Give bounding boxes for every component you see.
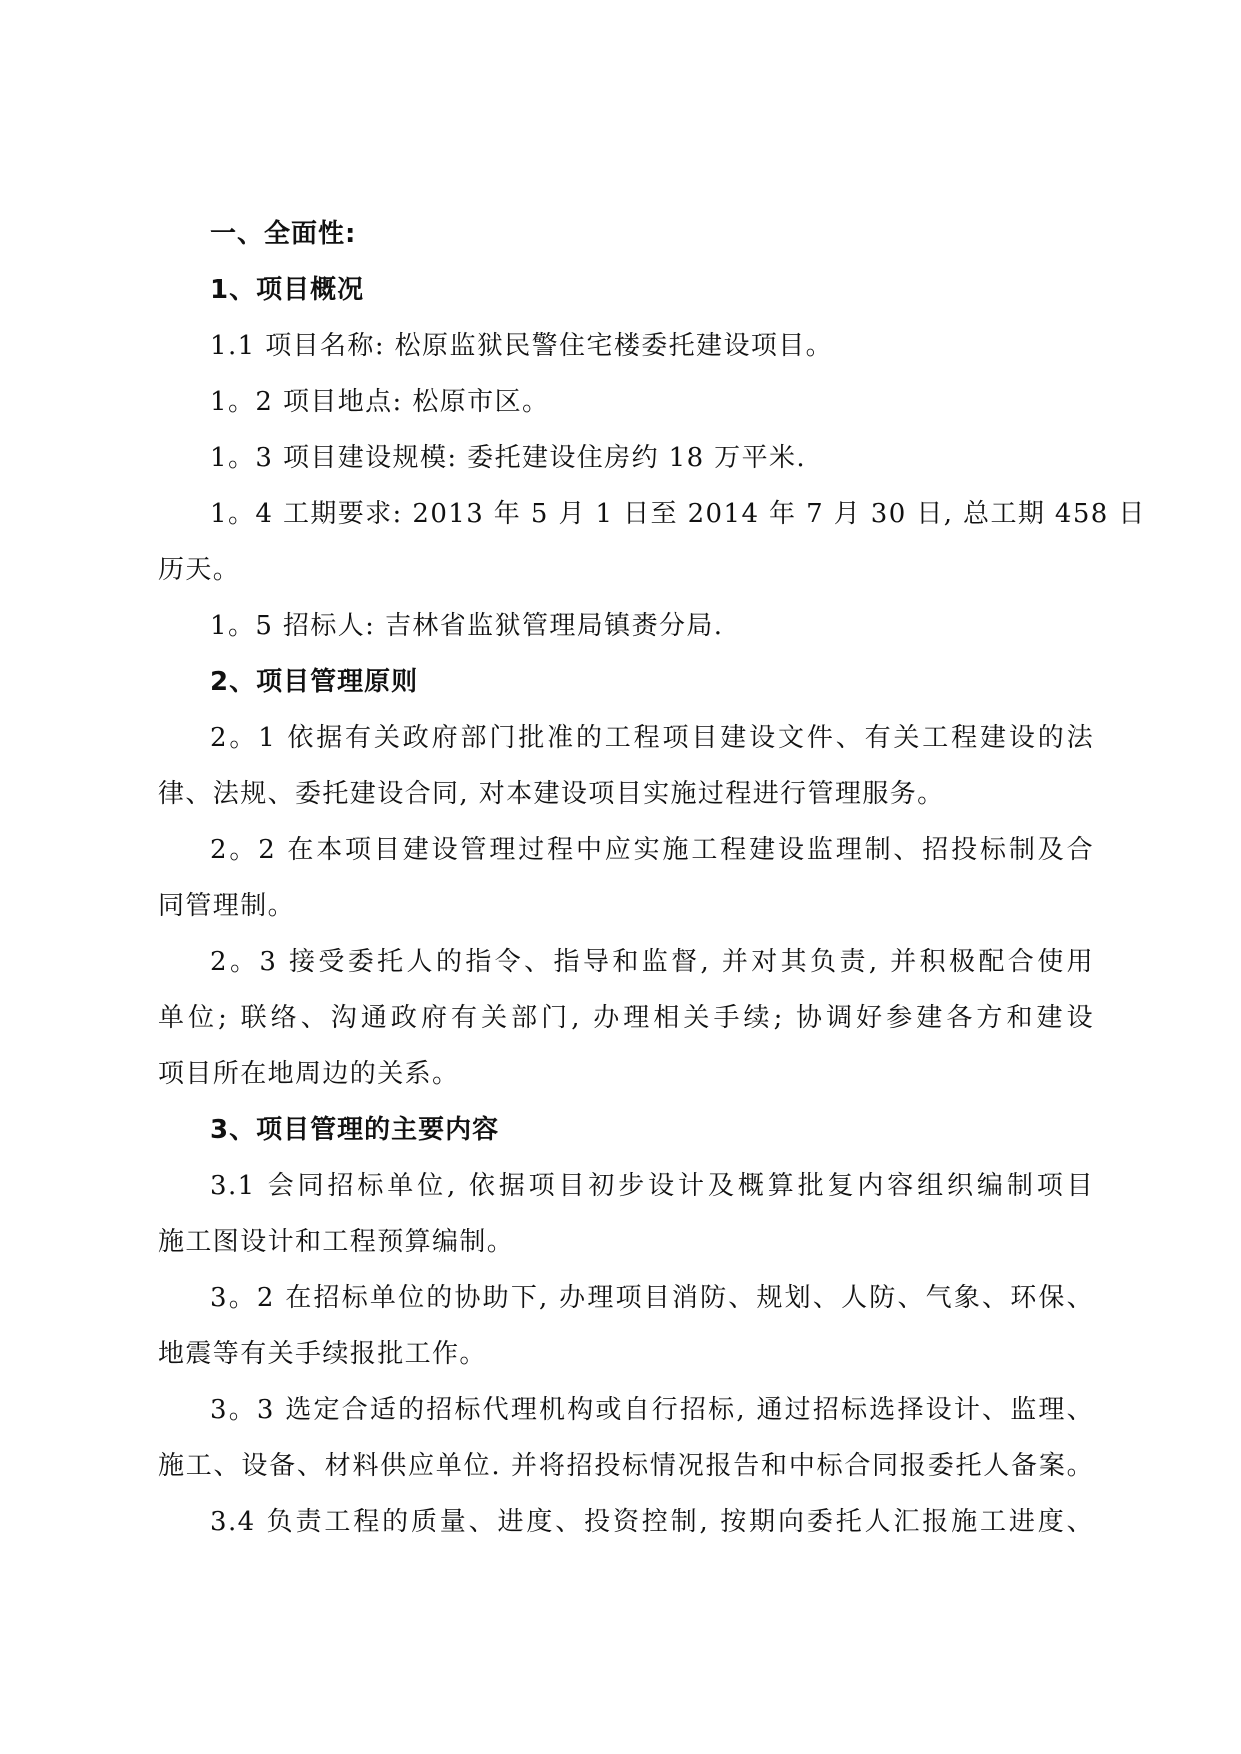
paragraph-line: 同管理制。 xyxy=(158,891,296,921)
paragraph-line: 2。1 依据有关政府部门批准的工程项目建设文件、有关工程建设的法 xyxy=(210,723,1094,753)
paragraph-line: 3。3 选定合适的招标代理机构或自行招标, 通过招标选择设计、监理、 xyxy=(210,1395,1094,1425)
paragraph-line: 历天。 xyxy=(158,555,241,585)
paragraph-line: 3.1 会同招标单位, 依据项目初步设计及概算批复内容组织编制项目 xyxy=(210,1171,1094,1201)
paragraph-line: 单位; 联络、沟通政府有关部门, 办理相关手续; 协调好参建各方和建设 xyxy=(158,1003,1094,1033)
paragraph-line: 3。2 在招标单位的协助下, 办理项目消防、规划、人防、气象、环保、 xyxy=(210,1283,1094,1313)
paragraph-line: 1.1 项目名称: 松原监狱民警住宅楼委托建设项目。 xyxy=(210,331,834,361)
paragraph-line: 1。5 招标人: 吉林省监狱管理局镇赉分局. xyxy=(210,611,724,641)
paragraph-line: 施工、设备、材料供应单位. 并将招投标情况报告和中标合同报委托人备案。 xyxy=(158,1451,1094,1481)
subsection-heading: 2、项目管理原则 xyxy=(210,667,419,697)
paragraph-line: 3.4 负责工程的质量、进度、投资控制, 按期向委托人汇报施工进度、 xyxy=(210,1507,1094,1537)
paragraph-line: 1。4 工期要求: 2013 年 5 月 1 日至 2014 年 7 月 30 日, 总工期 458 日 xyxy=(210,499,1146,529)
paragraph-line: 1。2 项目地点: 松原市区。 xyxy=(210,387,550,417)
paragraph-line: 律、法规、委托建设合同, 对本建设项目实施过程进行管理服务。 xyxy=(158,779,945,809)
document-body xyxy=(158,206,1146,1550)
subsection-heading: 3、项目管理的主要内容 xyxy=(210,1115,500,1145)
section-heading: 一、全面性: xyxy=(210,219,357,249)
paragraph-line: 1。3 项目建设规模: 委托建设住房约 18 万平米. xyxy=(210,443,807,473)
paragraph-line: 施工图设计和工程预算编制。 xyxy=(158,1227,515,1257)
subsection-heading: 1、项目概况 xyxy=(210,275,365,305)
paragraph-line: 2。2 在本项目建设管理过程中应实施工程建设监理制、招投标制及合 xyxy=(210,835,1094,865)
paragraph-line: 2。3 接受委托人的指令、指导和监督, 并对其负责, 并积极配合使用 xyxy=(210,947,1094,977)
paragraph-line: 项目所在地周边的关系。 xyxy=(158,1059,460,1089)
paragraph-line: 地震等有关手续报批工作。 xyxy=(158,1339,487,1369)
